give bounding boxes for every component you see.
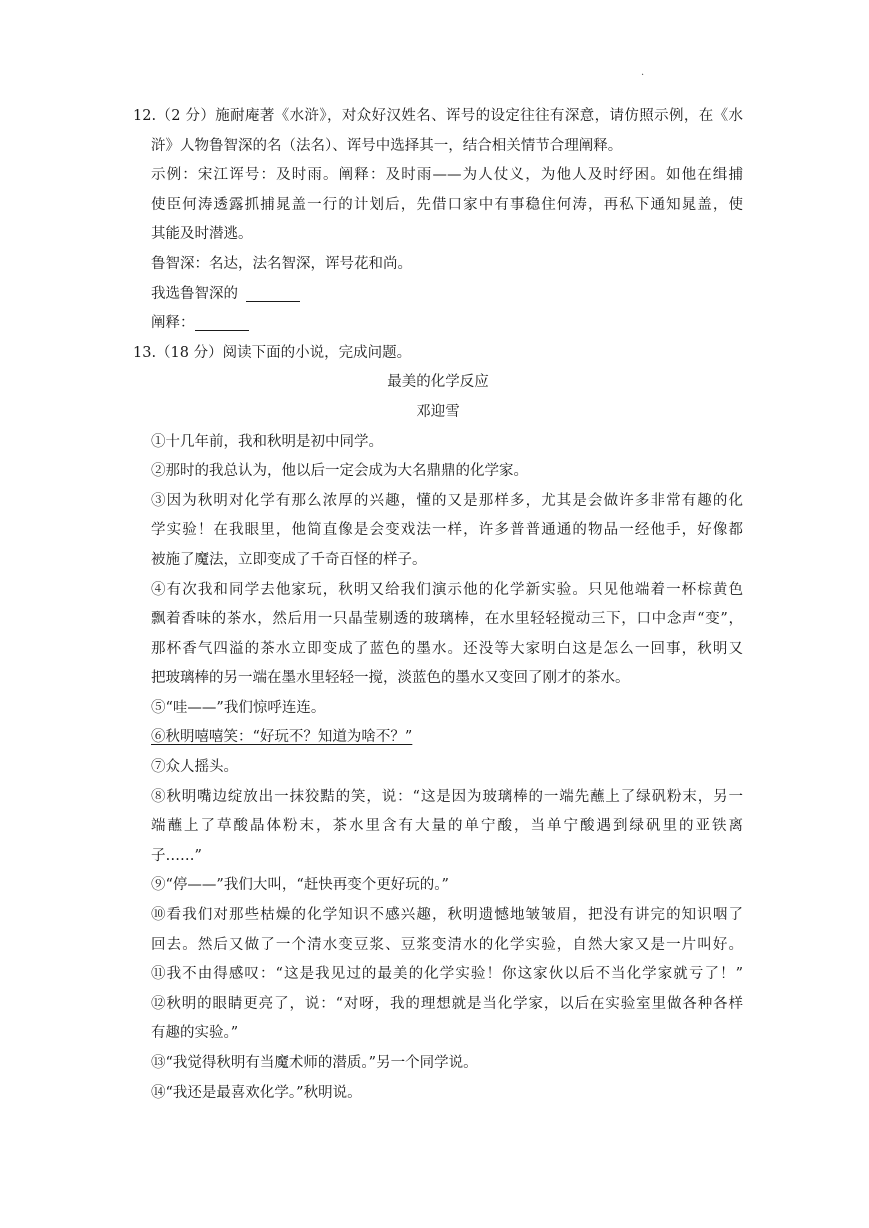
q12-choose-blank[interactable] — [246, 286, 300, 302]
story-line: 被施了魔法，立即变成了千奇百怪的样子。 — [151, 551, 427, 568]
story-line: ②那时的我总认为，他以后一定会成为大名鼎鼎的化学家。 — [151, 463, 528, 480]
story-line: ⑩看我们对那些枯燥的化学知识不感兴趣，秋明遗憾地皱皱眉，把没有讲完的知识咽了 — [151, 907, 743, 924]
q12-explain-row — [133, 309, 743, 339]
story-author: 邓迎雪 — [416, 403, 460, 420]
story-line: 学实验！在我眼里，他简直像是会变戏法一样，许多普普通通的物品一经他手，好像都 — [151, 522, 743, 539]
q12-choose-row — [133, 280, 743, 310]
story-line: 有趣的实验。” — [151, 1025, 239, 1042]
q12-explain-blank[interactable] — [195, 315, 249, 331]
story-line: ⑭“我还是最喜欢化学。”秋明说。 — [151, 1084, 362, 1101]
q12-line-2: 浒》人物鲁智深的名（法名）、诨号中选择其一，结合相关情节合理阐释。 — [151, 137, 623, 154]
story-line: ⑤“哇——”我们惊呼连连。 — [151, 699, 326, 716]
q12-explain-label: 阐释： — [151, 315, 195, 332]
document-content — [133, 102, 743, 1108]
underlined-sentence: ⑥秋明嘻嘻笑：“好玩不？知道为啥不？” — [151, 729, 413, 746]
story-line: 把玻璃棒的另一端在墨水里轻轻一搅，淡蓝色的墨水又变回了刚才的茶水。 — [151, 670, 630, 687]
story-line: ⑬“我觉得秋明有当魔术师的潜质。”另一个同学说。 — [151, 1055, 478, 1071]
story-line: 回去。然后又做了一个清水变豆浆、豆浆变清水的化学实验，自然大家又是一片叫好。 — [151, 936, 743, 953]
q12-luzhishen-info: 鲁智深：名达，法名智深，诨号花和尚。 — [151, 255, 412, 272]
story-line: ⑫秋明的眼睛更亮了，说：“对呀，我的理想就是当化学家，以后在实验室里做各种各样 — [151, 995, 743, 1012]
story-line: 那杯香气四溢的茶水立即变成了蓝色的墨水。还没等大家明白这是怎么一回事，秋明又 — [151, 640, 743, 657]
story-line: ③因为秋明对化学有那么浓厚的兴趣，懂的又是那样多，尤其是会做许多非常有趣的化 — [151, 492, 743, 509]
story-line: ⑪我不由得感叹：“这是我见过的最美的化学实验！你这家伙以后不当化学家就亏了！” — [151, 966, 743, 983]
story-line: 飘着香味的茶水，然后用一只晶莹剔透的玻璃棒，在水里轻轻搅动三下，口中念声“变”， — [151, 611, 743, 628]
q12-example-2: 使臣何涛透露抓捕晁盖一行的计划后，先借口家中有事稳住何涛，再私下通知晁盖，使 — [151, 196, 743, 213]
story-line: ④有次我和同学去他家玩，秋明又给我们演示他的化学新实验。只见他端着一杯棕黄色 — [151, 581, 743, 598]
q13-intro: 13.（18 分）阅读下面的小说，完成问题。 — [133, 344, 412, 361]
story-line: ⑦众人摇头。 — [151, 759, 238, 776]
q12-example-3: 其能及时潜逃。 — [151, 226, 253, 243]
page-mark: · — [641, 70, 645, 81]
q12-example-1: 示例：宋江诨号：及时雨。阐释：及时雨——为人仗义，为他人及时纾困。如他在缉捕 — [151, 167, 743, 184]
q12-choose-label: 我选鲁智深的 — [151, 285, 238, 302]
q12-line-1: 12.（2 分）施耐庵著《水浒》，对众好汉姓名、诨号的设定往往有深意，请仿照示例，在《水 — [133, 108, 743, 124]
story-line: 子……” — [151, 847, 202, 864]
story-line: ①十几年前，我和秋明是初中同学。 — [151, 433, 383, 450]
story-line: ⑨“停——”我们大叫，“赶快再变个更好玩的。” — [151, 877, 449, 894]
story-line: ⑧秋明嘴边绽放出一抹狡黠的笑，说：“这是因为玻璃棒的一端先蘸上了绿矾粉末，另一 — [151, 788, 743, 805]
story-line: 端蘸上了草酸晶体粉末，茶水里含有大量的单宁酸，当单宁酸遇到绿矾里的亚铁离 — [151, 818, 743, 835]
story-title: 最美的化学反应 — [387, 374, 489, 391]
story-line-underlined — [133, 723, 743, 753]
